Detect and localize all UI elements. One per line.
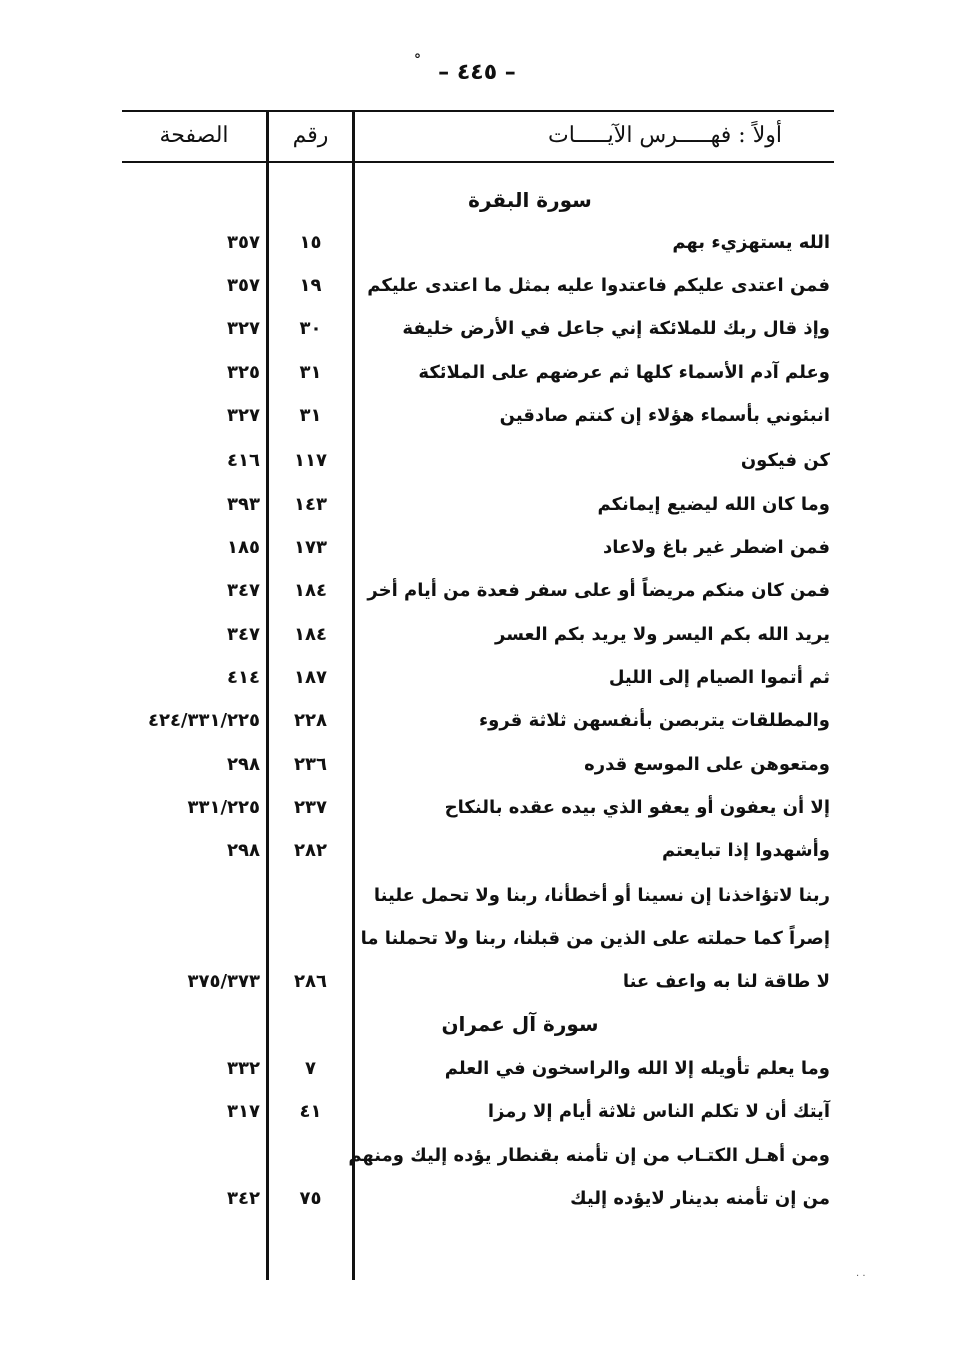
verse-text: والمطلقات يتربصن بأنفسهن ثلاثة قروء bbox=[478, 710, 830, 731]
table-row bbox=[0, 570, 954, 612]
surah-title-baqara: سورة البقرة bbox=[468, 188, 592, 212]
page-ref bbox=[100, 1135, 260, 1177]
page-ref: ٣٧٥/٣٧٣ bbox=[187, 971, 260, 992]
page-ref: ٣٩٣ bbox=[227, 494, 260, 515]
page-ref: ٣٤٢ bbox=[227, 1188, 260, 1209]
table-row bbox=[0, 614, 954, 656]
verse-text: كن فيكون bbox=[740, 450, 830, 471]
verse-text: فمن كان منكم مريضاً أو على سفر فعدة من أيام أخر bbox=[367, 580, 830, 601]
verse-number: ١٥ bbox=[299, 232, 322, 253]
verse-number: ١٨٤ bbox=[294, 624, 327, 645]
verse-text: وما كان الله ليضيع إيمانكم bbox=[597, 494, 830, 515]
verse-text: يريد الله بكم اليسر ولا يريد بكم العسر bbox=[495, 624, 830, 645]
table-row bbox=[0, 918, 954, 960]
page-ref: ٤١٤ bbox=[227, 667, 260, 688]
table-row bbox=[0, 961, 954, 1003]
table-row bbox=[0, 830, 954, 872]
table-row bbox=[0, 657, 954, 699]
verse-number: ١٨٧ bbox=[294, 667, 327, 688]
verse-text: فمن اعتدى عليكم فاعتدوا عليه بمثل ما اعتدى عليكم bbox=[367, 275, 830, 296]
page-ref: ١٨٥ bbox=[227, 537, 260, 558]
page-mark: ° bbox=[414, 52, 421, 68]
verse-text: إلا أن يعفون أو يعفو الذي بيده عقده بالنكاح bbox=[444, 797, 830, 818]
verse-text: الله يستهزيء بهم bbox=[672, 232, 830, 253]
page-ref bbox=[100, 918, 260, 960]
page-ref: ٣٣١/٢٢٥ bbox=[187, 797, 260, 818]
verse-number: ١٩ bbox=[299, 275, 322, 296]
page-ref: ٢٩٨ bbox=[227, 754, 260, 775]
verse-text: ربنا لاتؤاخذنا إن نسينا أو أخطأنا، ربنا ولا تحمل علينا bbox=[373, 885, 830, 906]
page-ref: ٣٤٧ bbox=[227, 580, 260, 601]
table-row bbox=[0, 222, 954, 264]
table-row bbox=[0, 395, 954, 437]
page-ref bbox=[100, 875, 260, 917]
verse-text: من إن تأمنه بدينار لايؤده إليك bbox=[570, 1188, 830, 1209]
verse-number bbox=[269, 918, 352, 960]
table-row bbox=[0, 1048, 954, 1090]
table-row bbox=[0, 265, 954, 307]
header-page: الصفحة bbox=[159, 123, 229, 148]
header-number: رقم bbox=[292, 123, 329, 148]
verse-number: ٣١ bbox=[299, 362, 322, 383]
verse-text: انبئوني بأسماء هؤلاء إن كنتم صادقين bbox=[499, 405, 830, 426]
verse-number: ٤١ bbox=[299, 1101, 322, 1122]
verse-number: ٧٥ bbox=[299, 1188, 322, 1209]
verse-text: وما يعلم تأويله إلا الله والراسخون في العلم bbox=[444, 1058, 830, 1079]
table-row bbox=[0, 1091, 954, 1133]
page-ref: ٣١٧ bbox=[227, 1101, 260, 1122]
verse-text: وعلم آدم الأسماء كلها ثم عرضهم على الملائكة bbox=[418, 362, 830, 383]
page-ref: ٣٥٧ bbox=[227, 232, 260, 253]
verse-text: وإذ قال ربك للملائكة إني جاعل في الأرض خليفة bbox=[402, 318, 830, 339]
page-ref: ٤١٦ bbox=[227, 450, 260, 471]
page-ref: ٣٤٧ bbox=[227, 624, 260, 645]
verse-text: إصراً كما حملته على الذين من قبلنا، ربنا ولا تحملنا ما bbox=[360, 928, 830, 949]
page-ref: ٣٢٧ bbox=[227, 318, 260, 339]
table-row bbox=[0, 352, 954, 394]
verse-text: وأشهدوا إذا تبايعتم bbox=[661, 840, 830, 861]
header-verses: أولاً : فهـــــرس الآيـــــات bbox=[548, 123, 782, 148]
table-row bbox=[0, 308, 954, 350]
surah-title-al-imran: سورة آل عمران bbox=[441, 1012, 599, 1036]
verse-number: ١٨٤ bbox=[294, 580, 327, 601]
verse-number bbox=[269, 1135, 352, 1177]
table-row bbox=[0, 700, 954, 742]
verse-number bbox=[269, 875, 352, 917]
page-ref: ٢٩٨ bbox=[227, 840, 260, 861]
verse-text: ومن أهـل الكتـاب من إن تأمنه بقنطار يؤده إليك ومنهم bbox=[348, 1145, 830, 1166]
verse-number: ٢٨٦ bbox=[294, 971, 327, 992]
verse-number: ٢٨٢ bbox=[294, 840, 327, 861]
verse-number: ١٤٣ bbox=[294, 494, 327, 515]
page-ref: ٣٢٥ bbox=[227, 362, 260, 383]
verse-number: ٣٠ bbox=[299, 318, 322, 339]
page-number: – ٤٤٥ – bbox=[438, 60, 516, 85]
verse-number: ٢٣٦ bbox=[294, 754, 327, 775]
verse-text: فمن اضطر غير باغ ولاعاد bbox=[603, 537, 830, 558]
table-row bbox=[0, 527, 954, 569]
verse-text: آيتك أن لا تكلم الناس ثلاثة أيام إلا رمزا bbox=[487, 1101, 830, 1122]
verse-number: ٢٣٧ bbox=[294, 797, 327, 818]
table-row bbox=[0, 484, 954, 526]
table-row bbox=[0, 1178, 954, 1220]
verse-text: لا طاقة لنا به واعف عنا bbox=[622, 971, 830, 992]
table-header-rule bbox=[122, 161, 834, 163]
table-row bbox=[0, 744, 954, 786]
verse-number: ٧ bbox=[305, 1058, 316, 1079]
table-row bbox=[0, 440, 954, 482]
verse-number: ١١٧ bbox=[294, 450, 327, 471]
table-row bbox=[0, 875, 954, 917]
table-row bbox=[0, 1135, 954, 1177]
verse-text: ومتعوهن على الموسع قدره bbox=[584, 754, 830, 775]
page-ref: ٣٢٧ bbox=[227, 405, 260, 426]
table-row bbox=[0, 787, 954, 829]
page-ref: ٣٣٢ bbox=[227, 1058, 260, 1079]
verse-number: ٢٢٨ bbox=[294, 710, 327, 731]
verse-number: ١٧٣ bbox=[294, 537, 327, 558]
table-top-rule bbox=[122, 110, 834, 112]
verse-number: ٣١ bbox=[299, 405, 322, 426]
page-ref: ٣٥٧ bbox=[227, 275, 260, 296]
page-ref: ٤٢٤/٣٣١/٢٢٥ bbox=[147, 710, 260, 731]
verse-text: ثم أتموا الصيام إلى الليل bbox=[608, 667, 830, 688]
scan-marks: . . bbox=[856, 1268, 866, 1279]
